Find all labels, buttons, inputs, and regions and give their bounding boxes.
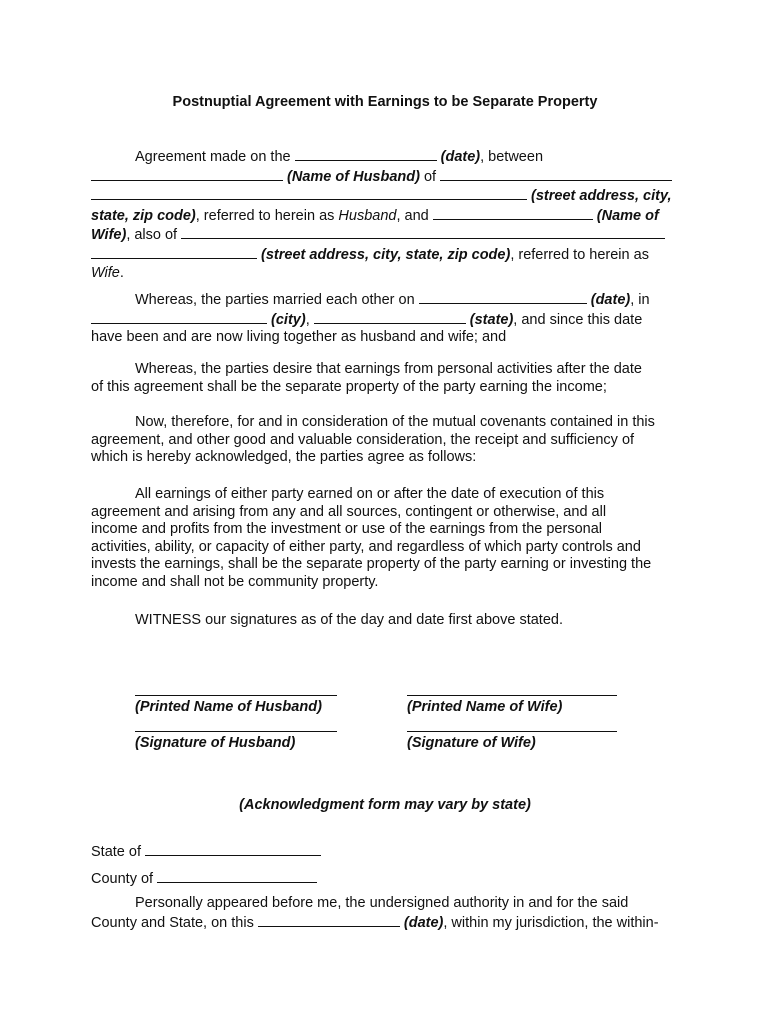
- acknowledgment-note: (Acknowledgment form may vary by state): [239, 797, 531, 813]
- ack-date-blank[interactable]: [258, 913, 400, 927]
- document-title: Postnuptial Agreement with Earnings to be Separate Property: [172, 94, 598, 110]
- printed-husband-line[interactable]: [135, 695, 337, 696]
- marriage-state-blank[interactable]: [314, 310, 466, 324]
- husband-address-blank-1[interactable]: [440, 167, 672, 181]
- state-of-blank[interactable]: [145, 842, 321, 856]
- printed-husband-label: (Printed Name of Husband): [135, 699, 322, 715]
- signature-wife-line[interactable]: [407, 731, 617, 732]
- county-of-field: County of: [91, 869, 317, 887]
- marriage-date-blank[interactable]: [419, 290, 587, 304]
- signature-husband-line[interactable]: [135, 731, 337, 732]
- state-of-field: State of: [91, 842, 321, 860]
- paragraph-witness: WITNESS our signatures as of the day and date first above stated.: [135, 612, 563, 628]
- date-blank[interactable]: [295, 147, 437, 161]
- paragraph-agreement: Agreement made on the (date), between (Name of Husband) of (street address, city, state, zip code), referred to herein as Husband, and (Name of Wife), also of (street address, city, state, zip code), referred to herein as Wife.: [91, 149, 672, 281]
- husband-address-blank-2[interactable]: [91, 186, 527, 200]
- wife-address-blank-1[interactable]: [181, 225, 665, 239]
- paragraph-consideration: Now, therefore, for and in consideration of the mutual covenants contained in this agreement, and other good and valuable consideration, the receipt and sufficiency of which is hereby acknowledged, the parties agree as follows:: [91, 414, 655, 466]
- signature-wife-label: (Signature of Wife): [407, 735, 536, 751]
- paragraph-desire: Whereas, the parties desire that earnings from personal activities after the date of this agreement shall be the separate property of the party earning the income;: [91, 361, 642, 395]
- husband-name-blank[interactable]: [91, 167, 283, 181]
- marriage-city-blank[interactable]: [91, 310, 267, 324]
- paragraph-marriage: Whereas, the parties married each other on (date), in (city), (state), and since this date have been and are now living together as husband and wife; and: [91, 292, 650, 346]
- county-of-blank[interactable]: [157, 869, 317, 883]
- signature-husband-label: (Signature of Husband): [135, 735, 296, 751]
- printed-wife-line[interactable]: [407, 695, 617, 696]
- paragraph-acknowledgment: Personally appeared before me, the undersigned authority in and for the said County and State, on this (date), within my jurisdiction, the within-: [91, 895, 659, 931]
- wife-name-blank[interactable]: [433, 206, 593, 220]
- printed-wife-label: (Printed Name of Wife): [407, 699, 563, 715]
- wife-address-blank-2[interactable]: [91, 245, 257, 259]
- paragraph-earnings: All earnings of either party earned on or after the date of execution of this agreement and arising from any and all sources, contingent or otherwise, and all income and profits from the investment or use of the earnings from the personal activities, ability, or capacity of either party, and regardless of which party controls and invests the earnings, shall be the separate property of the party earning or investing the income and shall not be community property.: [91, 486, 652, 590]
